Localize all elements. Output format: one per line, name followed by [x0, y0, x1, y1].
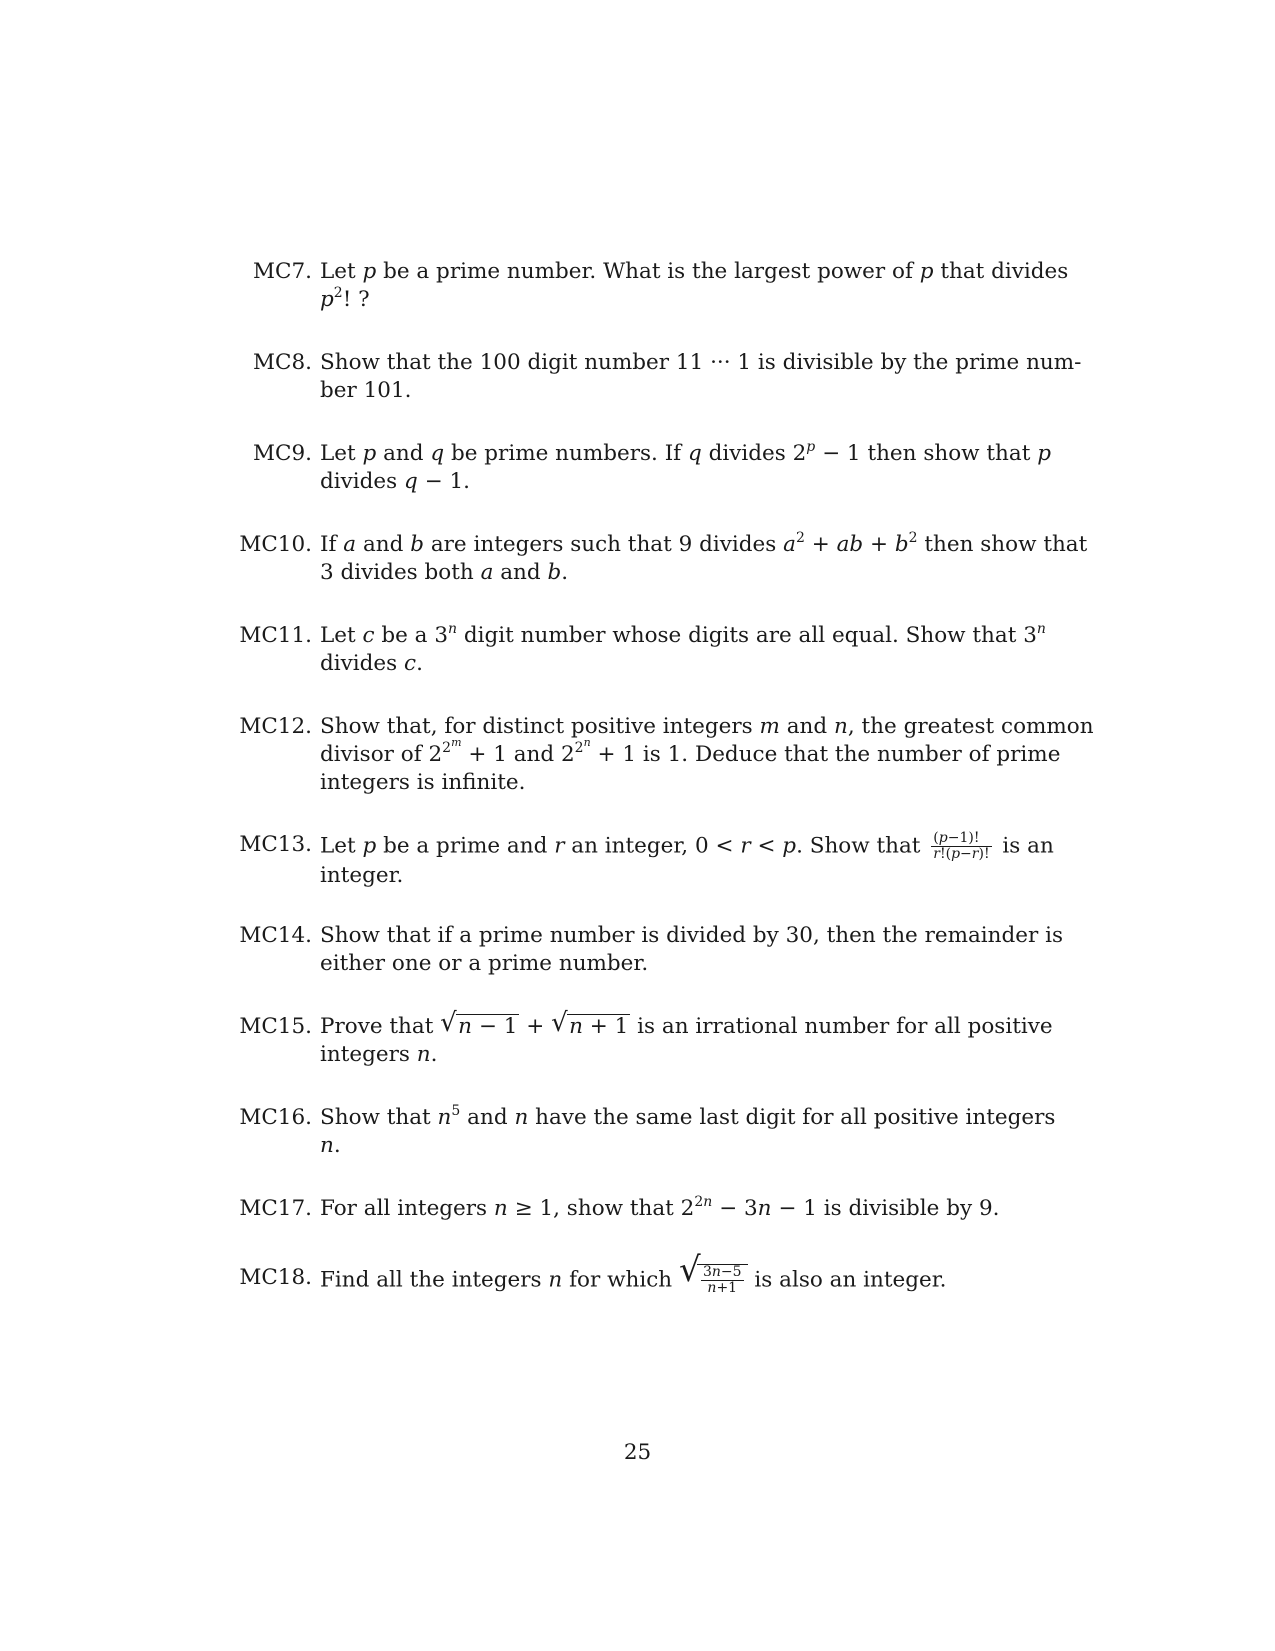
text-line: 3 divides both a and b.	[320, 560, 569, 585]
square-root: √ $\frac{3n-5}{n+1}$	[679, 1264, 748, 1296]
problem-label: MC13.	[239, 832, 312, 857]
square-root: √ n − 1	[440, 1008, 518, 1039]
text-line: Let p be a prime number. What is the largest power of p that divides	[320, 259, 1069, 284]
text-line: Prove that √ n − 1 + √ n + 1 is an irrational number for all positive	[320, 1008, 1053, 1039]
text-line: integers is infinite.	[320, 770, 526, 795]
page-number: 25	[623, 1440, 652, 1465]
problem-text	[320, 1008, 1053, 1069]
problem-text	[320, 922, 1064, 978]
square-root: √ n + 1	[551, 1008, 629, 1039]
problem-text	[320, 439, 1051, 496]
problem-label: MC12.	[239, 714, 312, 739]
text-line: Show that if a prime number is divided by 30, then the remainder is	[320, 923, 1064, 948]
problem-label: MC10.	[239, 532, 312, 557]
text-line: divides c.	[320, 651, 423, 676]
fraction: $\frac{(p-1)!}{r!(p-r)!}$	[933, 830, 990, 862]
text-line: For all integers n ≥ 1, show that $2^{2n} - 3n - 1$ is divisible by 9.	[320, 1194, 1000, 1221]
problem-text	[320, 713, 1094, 797]
problem-text	[320, 1103, 1056, 1160]
text-line: If a and b are integers such that 9 divides $a^2$ + ab + $b^2$ then show that	[320, 530, 1088, 557]
text-line: Show that the 100 digit number 11 ··· 1 is divisible by the prime num-	[320, 350, 1082, 375]
problem-label: MC7.	[253, 259, 312, 284]
problem-label: MC16.	[239, 1105, 312, 1130]
text-line: Show that $n^5$ and n have the same last digit for all positive integers	[320, 1103, 1056, 1130]
problem-label: MC18.	[239, 1265, 312, 1290]
problem-label: MC11.	[239, 623, 312, 648]
problem-label: MC15.	[239, 1014, 312, 1039]
text-line: Let p be a prime and r an integer, 0 < r < p. Show that $\frac{(p-1)!}{r!(p-r)!}$ is an	[320, 830, 1054, 862]
problem-text	[320, 1250, 1020, 1296]
text-line: divisor of $2^{2^m} + 1$ and $2^{2^n} + 1$ is 1. Deduce that the number of prime	[320, 736, 1061, 767]
text-line: Let p and q be prime numbers. If q divides $2^p - 1$ then show that p	[320, 439, 1051, 466]
problem-text	[320, 621, 1046, 678]
text-line: ber 101.	[320, 378, 412, 403]
problem-text	[320, 349, 1082, 405]
text-line: Let c be a 3$^n$ digit number whose digits are all equal. Show that 3$^n$	[320, 621, 1046, 648]
problem-label: MC14.	[239, 923, 312, 948]
text-line: Find all the integers n for which √ $\frac{3n-5}{n+1}$ is also an integer.	[320, 1250, 947, 1296]
problem-label: MC9.	[253, 441, 312, 466]
problem-label: MC17.	[239, 1196, 312, 1221]
text-line: Show that, for distinct positive integers m and n, the greatest common	[320, 714, 1094, 739]
text-line: divides q − 1.	[320, 469, 470, 494]
problem-text	[320, 530, 1088, 587]
problem-text	[320, 830, 1054, 890]
fraction: $\frac{3n-5}{n+1}$	[702, 1264, 742, 1296]
problem-label: MC8.	[253, 350, 312, 375]
text-line: either one or a prime number.	[320, 951, 649, 976]
problem-text	[320, 258, 1069, 314]
text-line: n.	[320, 1133, 341, 1158]
text-line: $p^2$! ?	[320, 285, 370, 312]
text-line: integer.	[320, 863, 404, 888]
problem-text	[320, 1195, 1020, 1223]
text-line: integers n.	[320, 1042, 438, 1067]
